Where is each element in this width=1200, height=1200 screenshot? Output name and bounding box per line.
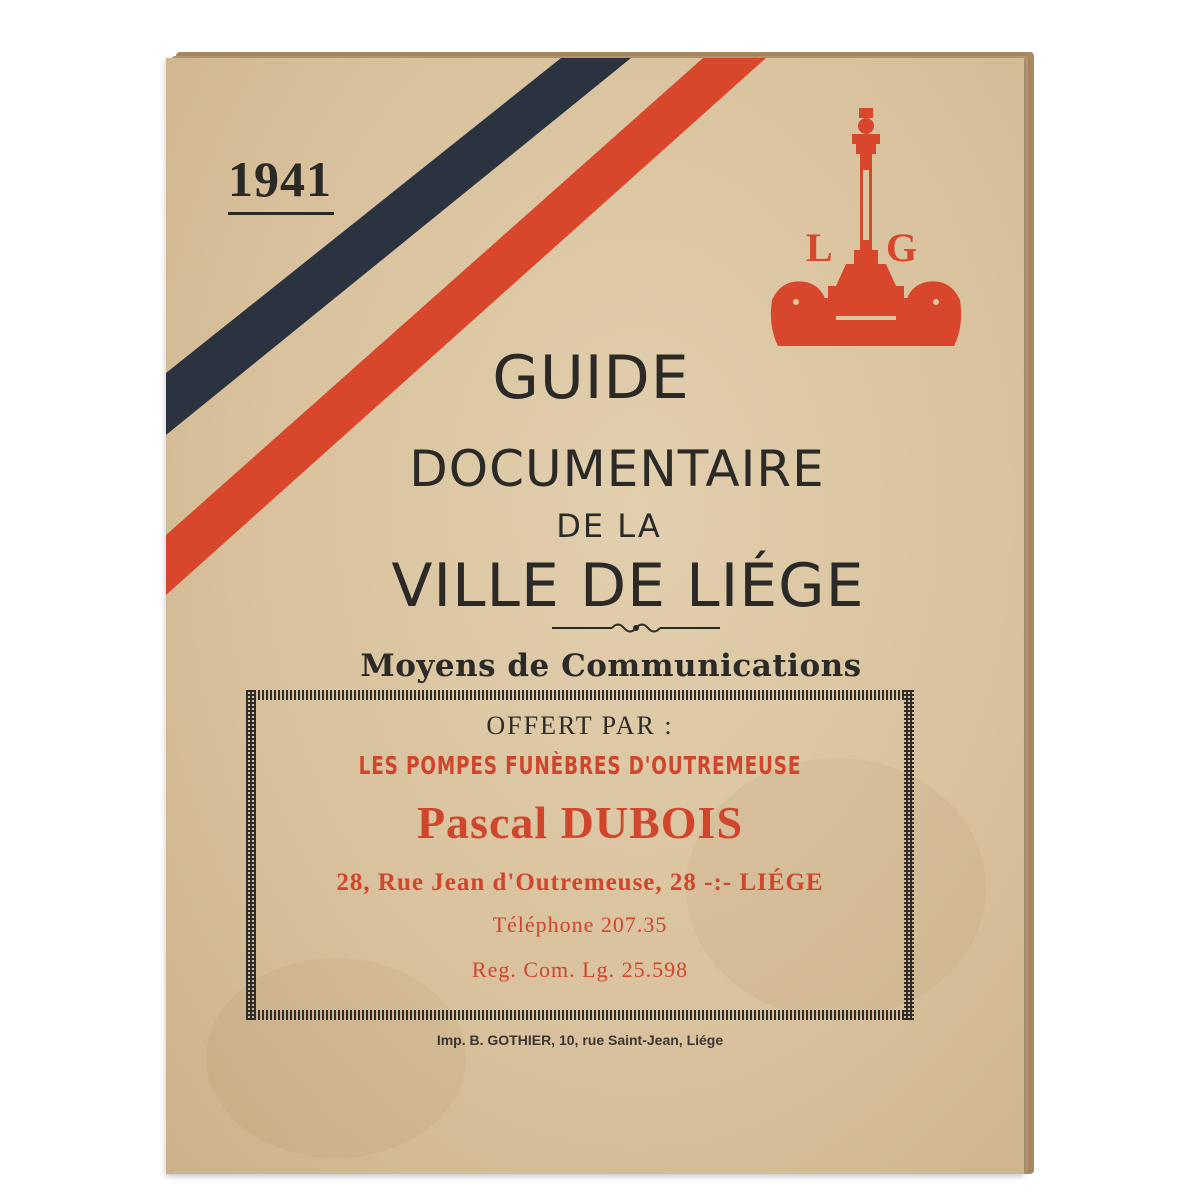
title-guide: GUIDE <box>492 343 690 413</box>
ad-company-name: LES POMPES FUNÈBRES D'OUTREMEUSE <box>358 751 802 780</box>
ad-address: 28, Rue Jean d'Outremeuse, 28 -:- LIÉGE <box>336 869 824 896</box>
subtitle: Moyens de Communications <box>360 648 862 684</box>
perron-emblem-drawing <box>766 100 966 356</box>
year-underline <box>228 212 334 215</box>
ad-registry: Reg. Com. Lg. 25.598 <box>471 957 689 982</box>
title-de-la: DE LA <box>556 507 662 545</box>
year-label: 1941 <box>228 151 332 207</box>
title-documentaire: DOCUMENTAIRE <box>409 440 825 498</box>
printer-imprint: Imp. B. GOTHIER, 10, rue Saint-Jean, Liége <box>436 1032 724 1048</box>
title-ville-de-liege: VILLE DE LIÉGE <box>391 551 865 621</box>
ad-person-name: Pascal DUBOIS <box>416 797 744 848</box>
emblem-letter-left: L <box>806 225 833 270</box>
ad-offered-by: OFFERT PAR : <box>486 711 674 740</box>
booklet-cover <box>166 58 1024 1174</box>
perron-monument-icon <box>766 100 966 356</box>
ornament-divider <box>552 620 720 636</box>
emblem-letter-right: G <box>886 225 918 270</box>
ad-phone: Téléphone 207.35 <box>492 912 668 937</box>
